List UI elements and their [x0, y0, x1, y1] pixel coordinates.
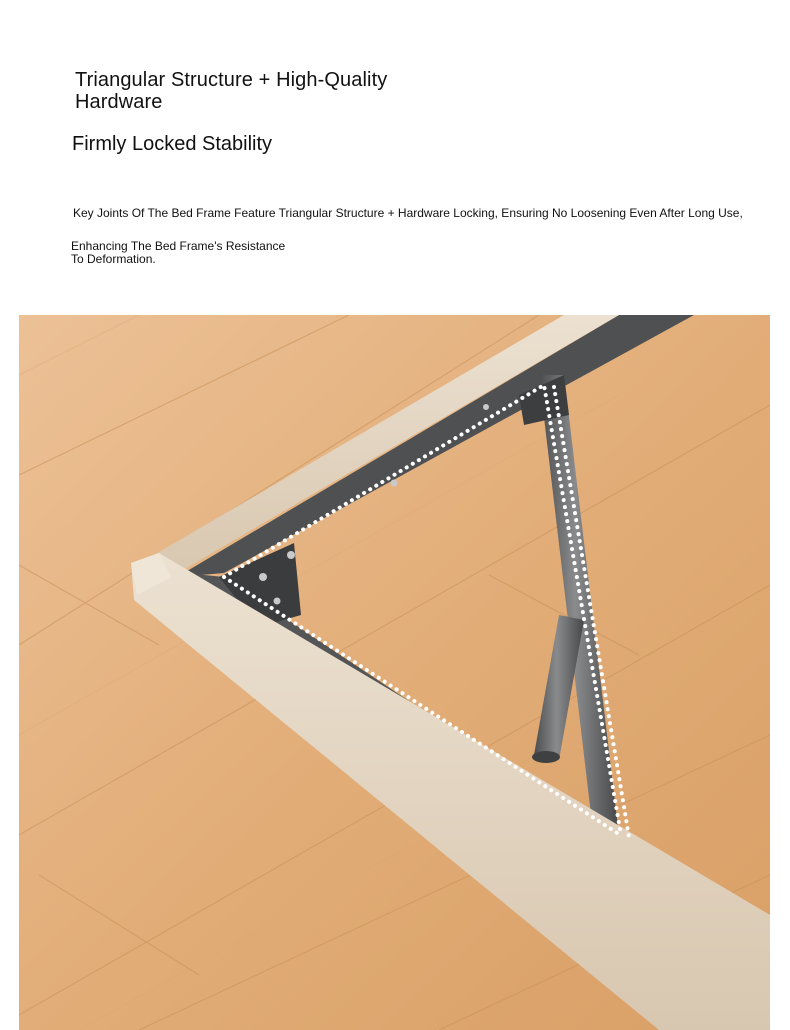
description-line-1: Key Joints Of The Bed Frame Feature Triangular Structure + Hardware Locking, Ensuring No Loosening Even After Long Use,	[73, 206, 743, 220]
bed-frame-photo	[19, 315, 770, 1030]
page-title: Triangular Structure + High-Quality Hardware	[75, 69, 388, 113]
rail-bolt-1	[391, 480, 398, 487]
bracket-bolt-2	[287, 551, 295, 559]
description-line-2: Enhancing The Bed Frame's Resistance To Deformation.	[71, 239, 286, 266]
bracket-bolt-1	[259, 573, 267, 581]
page-subtitle: Firmly Locked Stability	[72, 133, 273, 155]
rail-bolt-2	[483, 404, 489, 410]
bracket-bolt-3	[274, 598, 281, 605]
leg-foot	[532, 751, 560, 763]
